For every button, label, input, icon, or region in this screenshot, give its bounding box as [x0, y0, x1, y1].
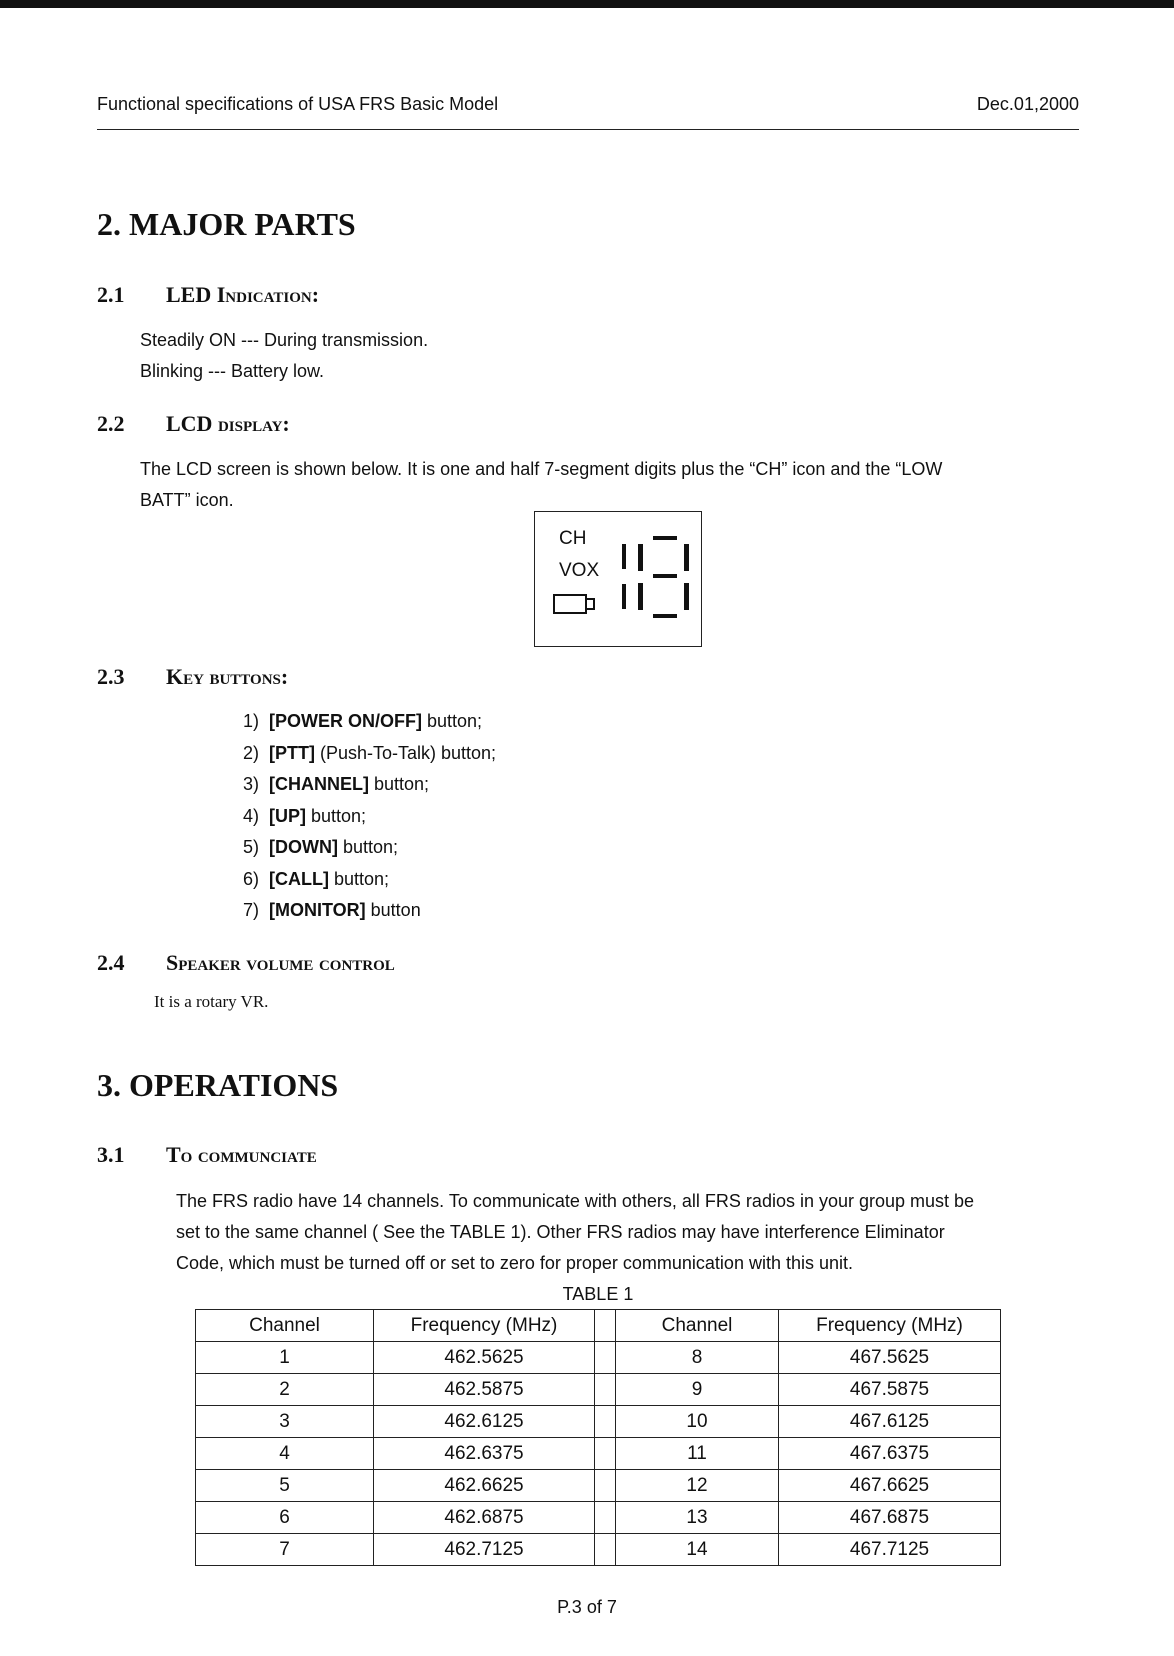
page-header — [97, 94, 1079, 115]
column-header: Frequency (MHz) — [779, 1310, 1001, 1342]
table-row: 5 462.6625 12 467.6625 — [196, 1470, 1001, 1502]
top-border — [0, 0, 1174, 8]
digit-segment-middle — [653, 574, 677, 578]
half-digit-segment-upper-left — [622, 544, 626, 569]
low-batt-terminal — [587, 598, 595, 610]
digit-segment-upper-right — [684, 544, 689, 571]
volume-description: It is a rotary VR. — [154, 992, 269, 1011]
volume-heading — [97, 950, 395, 976]
communicate-line-1: The FRS radio have 14 channels. To communicate with others, all FRS radios in your group must be — [176, 1191, 975, 1211]
lcd-text-2: BATT” icon. — [140, 490, 234, 510]
communicate-line-2: set to the same channel ( See the TABLE 1). Other FRS radios may have interference Eliminator — [176, 1222, 945, 1242]
page-number: P.3 of 7 — [557, 1597, 617, 1617]
table-spacer — [595, 1310, 616, 1342]
table-row: 6 462.6875 13 467.6875 — [196, 1502, 1001, 1534]
digit-segment-bottom — [653, 614, 677, 618]
keys-title: Key buttons: — [166, 664, 289, 689]
lcd-diagram — [534, 511, 702, 647]
list-item: 6) [CALL] button; — [242, 868, 390, 889]
led-line-1: Steadily ON --- During transmission. — [140, 330, 429, 350]
lcd-heading — [97, 411, 290, 437]
led-num: 2.1 — [97, 282, 125, 307]
lcd-description — [140, 454, 942, 516]
volume-title: Speaker volume control — [166, 950, 395, 975]
communicate-title: To communciate — [166, 1142, 317, 1167]
lcd-num: 2.2 — [97, 411, 125, 436]
section-3-heading: 3. OPERATIONS — [97, 1067, 339, 1103]
digit-segment-lower-left — [638, 583, 643, 610]
table-row: 2 462.5875 9 467.5875 — [196, 1374, 1001, 1406]
column-header: Frequency (MHz) — [374, 1310, 595, 1342]
keys-heading — [97, 664, 288, 690]
table-row: 3 462.6125 10 467.6125 — [196, 1406, 1001, 1438]
lcd-title: LCD display: — [166, 411, 290, 436]
list-item: 2) [PTT] (Push-To-Talk) button; — [242, 742, 497, 763]
keys-num: 2.3 — [97, 664, 125, 689]
digit-segment-lower-right — [684, 583, 689, 610]
digit-segment-top — [653, 536, 677, 540]
half-digit-segment-lower-left — [622, 584, 626, 609]
led-heading — [97, 282, 319, 308]
communicate-heading — [97, 1142, 317, 1168]
table-row: 7 462.7125 14 467.7125 — [196, 1534, 1001, 1566]
digit-segment-upper-left — [638, 544, 643, 571]
communicate-line-3: Code, which must be turned off or set to zero for proper communication with this unit. — [176, 1253, 853, 1273]
led-line-2: Blinking --- Battery low. — [140, 361, 325, 381]
list-item: 7) [MONITOR] button — [242, 900, 421, 920]
table-caption: TABLE 1 — [562, 1284, 634, 1304]
list-item: 4) [UP] button; — [242, 805, 367, 826]
table-header-row — [196, 1310, 1001, 1342]
header-title: Functional specifications of USA FRS Basic Model — [97, 94, 499, 114]
volume-num: 2.4 — [97, 950, 125, 975]
table-row: 4 462.6375 11 467.6375 — [196, 1438, 1001, 1470]
communicate-description — [176, 1186, 974, 1279]
list-item: 3) [CHANNEL] button; — [242, 774, 430, 794]
header-date: Dec.01,2000 — [976, 94, 1079, 114]
communicate-num: 3.1 — [97, 1142, 125, 1167]
column-header: Channel — [196, 1310, 374, 1342]
channel-frequency-table — [195, 1309, 1001, 1566]
lcd-vox-icon: VOX — [559, 560, 600, 581]
led-description — [140, 325, 428, 387]
lcd-ch-icon: CH — [559, 528, 587, 549]
header-rule — [97, 129, 1079, 130]
key-button-list — [222, 706, 496, 927]
column-header: Channel — [616, 1310, 779, 1342]
section-2-heading: 2. MAJOR PARTS — [97, 206, 356, 242]
led-title: LED Indication: — [166, 282, 320, 307]
low-batt-icon — [553, 594, 587, 614]
list-item: 1) [POWER ON/OFF] button; — [242, 711, 483, 731]
table-row: 1 462.5625 8 467.5625 — [196, 1342, 1001, 1374]
lcd-text-1: The LCD screen is shown below. It is one and half 7-segment digits plus the “CH” icon and the “LOW — [140, 459, 943, 479]
list-item: 5) [DOWN] button; — [242, 837, 399, 857]
